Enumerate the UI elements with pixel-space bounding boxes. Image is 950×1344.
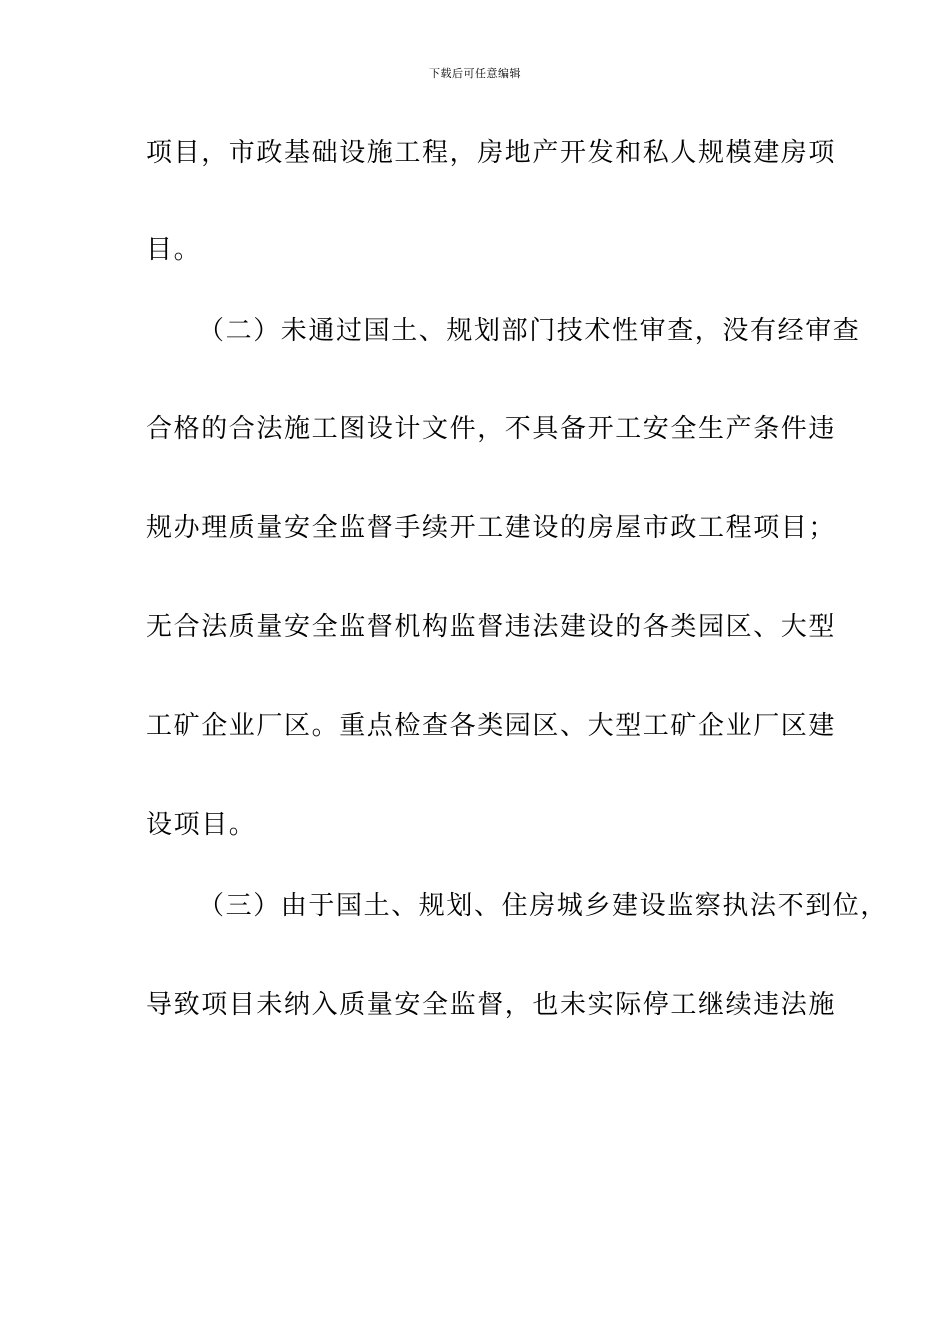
paragraph-line-1: 项目，市政基础设施工程，房地产开发和私人规模建房项 [146, 138, 837, 168]
page-header-note: 下载后可任意编辑 [429, 67, 521, 80]
paragraph-line-10: 导致项目未纳入质量安全监督，也未实际停工继续违法施 [146, 990, 837, 1020]
paragraph-line-7: 工矿企业厂区。重点检查各类园区、大型工矿企业厂区建 [146, 711, 837, 741]
paragraph-line-3: （二）未通过国土、规划部门技术性审查，没有经审查 [198, 316, 861, 346]
paragraph-line-5: 规办理质量安全监督手续开工建设的房屋市政工程项目； [146, 513, 837, 543]
paragraph-line-9: （三）由于国土、规划、住房城乡建设监察执法不到位， [198, 891, 889, 921]
paragraph-line-6: 无合法质量安全监督机构监督违法建设的各类园区、大型 [146, 612, 837, 642]
paragraph-line-4: 合格的合法施工图设计文件，不具备开工安全生产条件违 [146, 414, 837, 444]
paragraph-line-2: 目。 [146, 235, 202, 265]
paragraph-line-8: 设项目。 [146, 810, 257, 840]
